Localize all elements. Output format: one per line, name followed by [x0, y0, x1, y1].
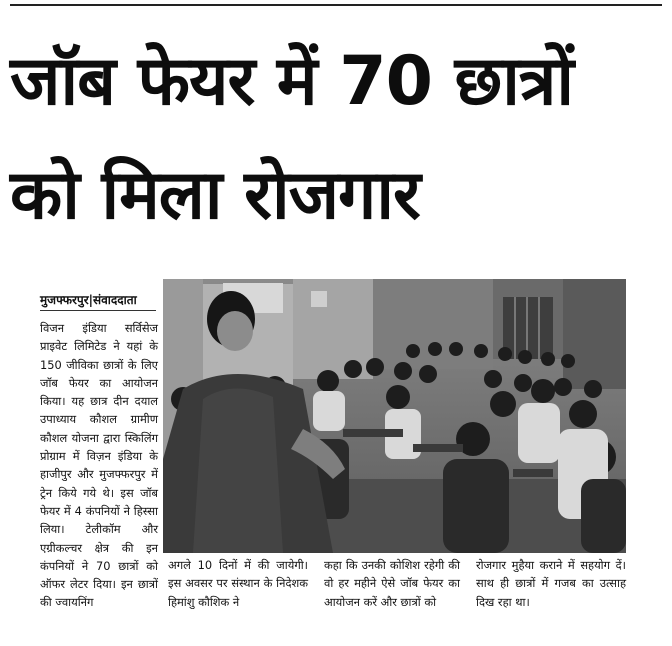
article-column-3: कहा कि उनकी कोशिश रहेगी की वो हर महीने ऐसे जॉब फेयर का आयोजन करें और छात्रों को: [324, 558, 460, 609]
headline-line-2: को मिला रोजगार: [10, 156, 420, 235]
top-rule: [10, 4, 662, 6]
news-photo: [163, 279, 626, 553]
article-column-2: अगले 10 दिनों में की जायेगी। इस अवसर पर संस्थान के निदेशक हिमांशु कौशिक ने: [168, 558, 308, 609]
dateline-rule: [40, 310, 156, 311]
dateline: मुजफ्फरपुर|संवाददाता: [40, 293, 137, 307]
article-column-4: रोजगार मुहैया कराने में सहयोग दें। साथ ही छात्रों में गजब का उत्साह दिख रहा था।: [476, 558, 626, 609]
article-column-1: विजन इंडिया सर्विसेज प्राइवेट लिमिटेड ने यहां के 150 जीविका छात्रों के लिए जॉब फेयर का आयोजन किया। यह छात्र दीन दयाल उपाध्याय कौशल ग्रामीण कौशल योजना द्वारा स्किलिंग प्रोग्राम में विज़न इंडिया के हाजीपुर और मुजफ्फरपुर में ट्रेन किये गये थे। इस जॉब फेयर में 4 कंपनियों ने हिस्सा लिया। टेलीकॉम और एग्रीकल्चर क्षेत्र की इन कंपनियों ने 70 छात्रों को ऑफर लेटर दिया। इन छात्रों की ज्वायनिंग: [40, 321, 158, 610]
classroom-photo-icon: [163, 279, 626, 553]
headline-line-1: जॉब फेयर में 70 छात्रों: [10, 42, 573, 121]
